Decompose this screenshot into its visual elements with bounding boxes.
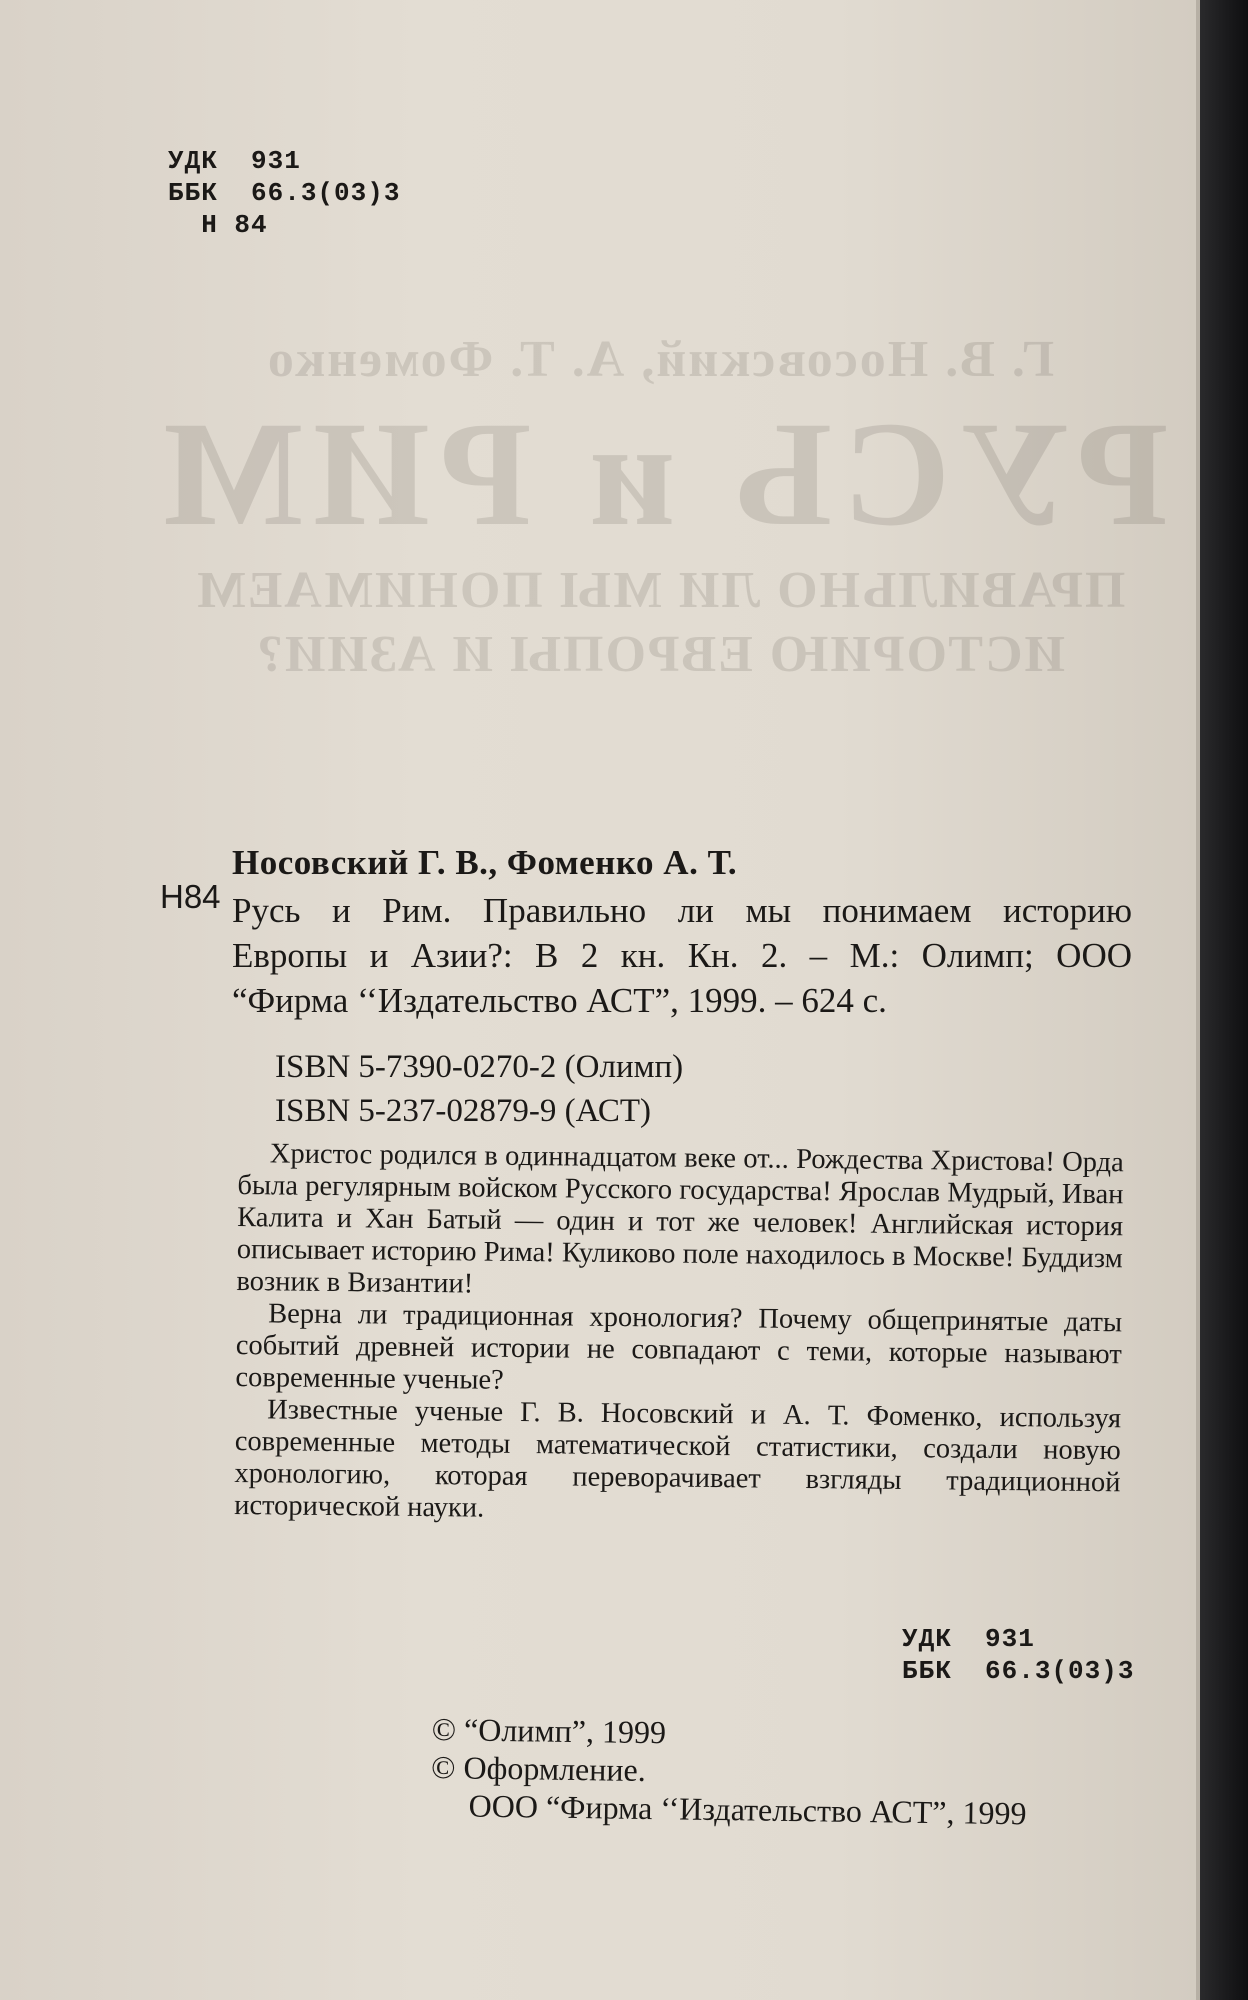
bibliographic-description — [232, 888, 1132, 1023]
annotation-paragraph: Известные ученые Г. В. Носовский и А. Т. Фоменко, используя современные методы математической статистики, создали новую хронологию, которая переворачивает взгляды традиционной исторической науки. — [233, 1394, 1122, 1524]
isbn-olimp: ISBN 5-7390-0270-2 (Олимп) — [275, 1049, 684, 1085]
copyright-olimp: © “Олимп”, 1999 — [431, 1710, 667, 1751]
copyright-design: © Оформление. — [430, 1748, 646, 1788]
authors-heading: Носовский Г. В., Фоменко А. Т. — [232, 843, 738, 882]
show-through-title-main: РУСЬ и РИМ — [151, 391, 1169, 557]
copyright-block — [430, 1710, 1027, 1832]
annotation-paragraph: Христос родился в одиннадцатом веке от... Рождества Христова! Орда была регулярным войском Русского государства! Ярослав Мудрый, Иван Калита и Хан Батый — один и тот же человек! Английская история описывает историю Рима! Куликово поле находилось в Москве! Буддизм возник в Византии! — [236, 1138, 1124, 1300]
copyright-ast: ООО “Фирма ‘‘Издательство АСТ”, 1999 — [468, 1787, 1027, 1832]
biblio-line: “Фирма ‘‘Издательство АСТ”, 1999. – 624 с. — [232, 981, 887, 1020]
author-mark: Н 84 — [168, 210, 268, 240]
bbk-code: ББК 66.3(03)3 — [168, 178, 401, 208]
show-through-subtitle-2: ИСТОРИЮ ЕВРОПЫ И АЗИИ? — [254, 626, 1066, 683]
isbn-list — [275, 1045, 683, 1133]
bbk-code: ББК 66.3(03)3 — [902, 1656, 1135, 1686]
udk-code: УДК 931 — [168, 146, 301, 176]
isbn-ast: ISBN 5-237-02879-9 (АСТ) — [275, 1093, 651, 1129]
show-through-subtitle-1: ПРАВИЛЬНО ЛИ МЫ ПОНИМАЕМ — [194, 562, 1126, 619]
classification-codes-top — [168, 145, 400, 241]
biblio-line: Европы и Азии?: В 2 кн. Кн. 2. – М.: Олимп; ООО — [232, 936, 1132, 975]
biblio-line: Русь и Рим. Правильно ли мы понимаем историю — [232, 891, 1132, 930]
show-through-title — [140, 330, 1180, 750]
annotation — [234, 1138, 1124, 1531]
classification-codes-bottom — [902, 1623, 1134, 1687]
author-mark-entry: Н84 — [160, 878, 221, 915]
annotation-paragraph: Верна ли традиционная хронология? Почему общепринятые даты событий древней истории не совпадают с теми, которые называют современные ученые? — [235, 1298, 1123, 1396]
book-cover-edge — [1200, 0, 1248, 2000]
udk-code: УДК 931 — [902, 1624, 1035, 1654]
show-through-authors: Г. В. Носовский, А. Т. Фоменко — [265, 331, 1055, 388]
